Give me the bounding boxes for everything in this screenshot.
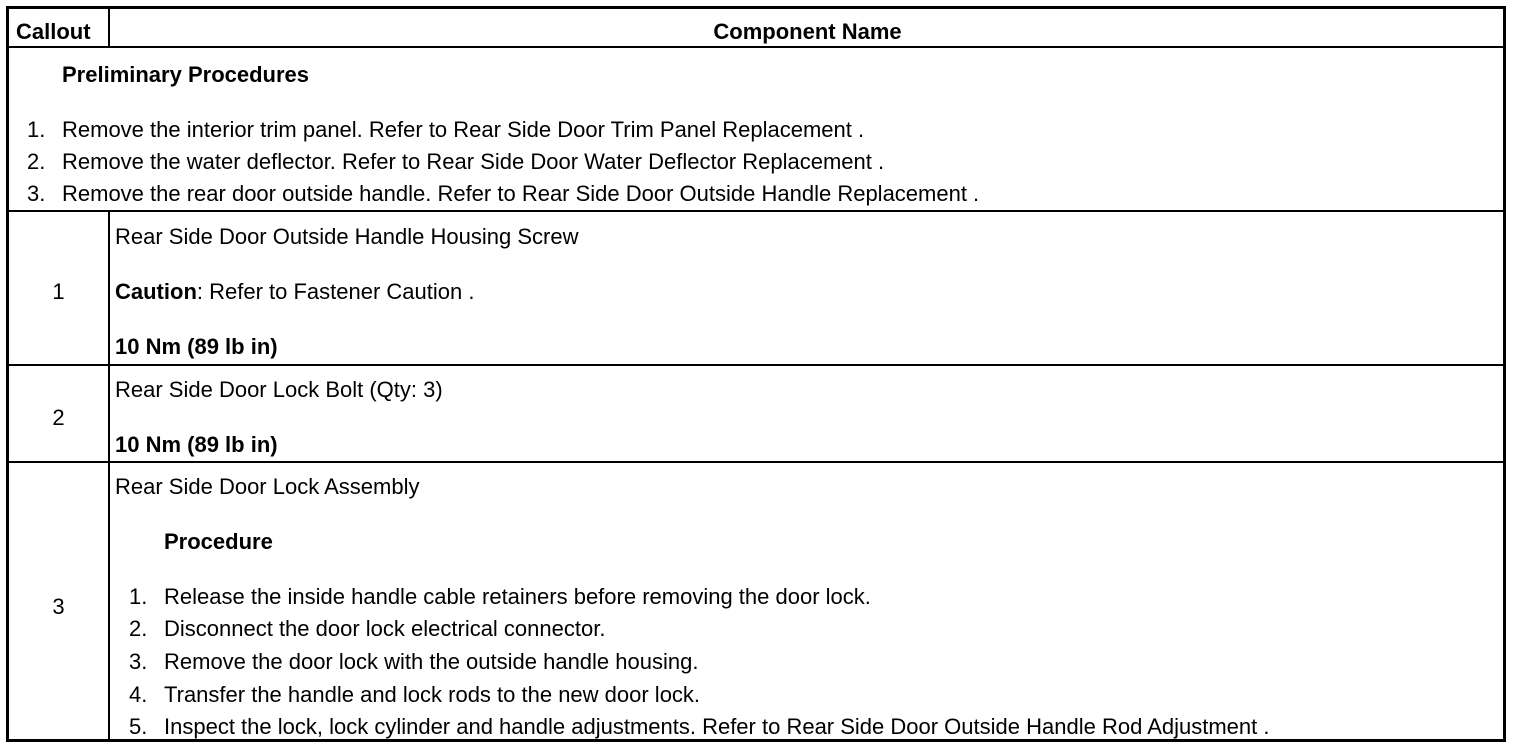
- procedure-step-number: 1.: [129, 584, 148, 609]
- preliminary-bottom-line: [9, 210, 1503, 212]
- row-callout: 3: [52, 594, 65, 619]
- procedure-step-number: 3.: [129, 649, 148, 674]
- row-divider: [9, 461, 1503, 463]
- row-divider: [9, 364, 1503, 366]
- component-table: [6, 6, 1506, 742]
- caution-label: Caution: [115, 279, 197, 304]
- header-callout: Callout: [16, 19, 91, 44]
- header-divider: [108, 9, 110, 46]
- row-torque: 10 Nm (89 lb in): [115, 432, 278, 457]
- procedure-step-text: Remove the door lock with the outside handle housing.: [164, 649, 699, 674]
- procedure-step-number: 2.: [129, 616, 148, 641]
- row-callout: 2: [52, 405, 65, 430]
- preliminary-step-number: 1.: [27, 117, 46, 142]
- procedure-step-text: Inspect the lock, lock cylinder and handle adjustments. Refer to Rear Side Door Outside Handle Rod Adjustment .: [164, 714, 1270, 739]
- procedure-step-number: 4.: [129, 682, 148, 707]
- procedure-step-text: Transfer the handle and lock rods to the new door lock.: [164, 682, 701, 707]
- row-callout: 1: [52, 279, 65, 304]
- preliminary-step-text: Remove the water deflector. Refer to Rear Side Door Water Deflector Replacement .: [62, 149, 885, 174]
- preliminary-step-text: Remove the rear door outside handle. Refer to Rear Side Door Outside Handle Replacement .: [62, 181, 980, 206]
- preliminary-title: Preliminary Procedures: [62, 62, 310, 87]
- row-component-name: Rear Side Door Lock Assembly: [115, 474, 420, 499]
- procedure-title: Procedure: [164, 529, 273, 554]
- procedure-step-number: 5.: [129, 714, 148, 739]
- preliminary-step-number: 3.: [27, 181, 46, 206]
- row-caution: [115, 281, 474, 303]
- procedure-step-text: Release the inside handle cable retainers before removing the door lock.: [164, 584, 871, 609]
- preliminary-step-text: Remove the interior trim panel. Refer to Rear Side Door Trim Panel Replacement .: [62, 117, 865, 142]
- row-component-name: Rear Side Door Lock Bolt (Qty: 3): [115, 377, 443, 402]
- callout-column-divider: [108, 210, 110, 742]
- row-torque: 10 Nm (89 lb in): [115, 334, 278, 359]
- caution-text: : Refer to Fastener Caution .: [196, 279, 475, 304]
- preliminary-step-number: 2.: [27, 149, 46, 174]
- header-component-name: Component Name: [713, 19, 902, 44]
- row-component-name: Rear Side Door Outside Handle Housing Screw: [115, 224, 579, 249]
- procedure-step-text: Disconnect the door lock electrical connector.: [164, 616, 606, 641]
- header-bottom-line: [9, 46, 1503, 48]
